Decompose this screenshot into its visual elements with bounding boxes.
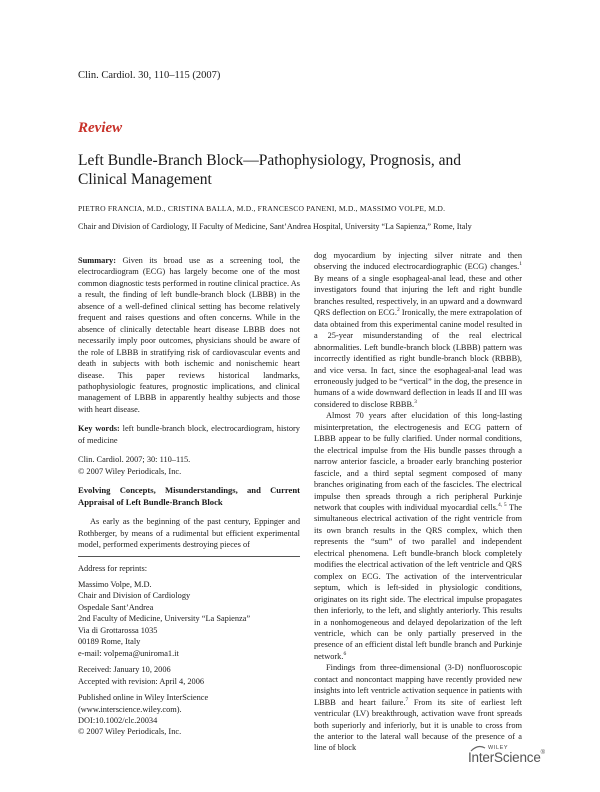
logo-interscience-text (468, 750, 545, 765)
publication-url[interactable]: (www.interscience.wiley.com). (78, 704, 182, 714)
reprint-line: Via di Grottarossa 1035 (78, 625, 158, 635)
affiliation: Chair and Division of Cardiology, II Faculty of Medicine, Sant’Andrea Hospital, University “La Sapienza,” Rome, Italy (78, 222, 472, 231)
body-text: dog myocardium by injecting silver nitrate and then observing the induced electrocardiographic (ECG) changes. (314, 251, 522, 272)
body-text: Ironically, the mere extrapolation of data obtained from this experimental canine model resulted in a 25-year misunderstanding of the real electrical abnormalities. Left bundle-branch block (LBBB) pattern was incorrectly identified as right bundle-branch block (RBBB), and vice versa. In fact, since the esophageal-anal lead was erroneously judged to be “vertical” in the dog, the presence in humans of a wide downward deflection in leads II and III was considered to disclose RBBB. (314, 308, 523, 409)
keywords-text: left bundle-branch block, electrocardiogram, history of medicine (78, 424, 300, 445)
summary (78, 255, 300, 415)
reprint-line: Chair and Division of Cardiology (78, 591, 191, 601)
logo-name: InterScience (468, 750, 541, 765)
body-text: By means of a single esophageal-anal lead, these and other investigators found that injuring the left and right bundle branches resulted, respectively, in an upward and a downward QRS deflection on ECG. (314, 273, 522, 318)
reference-marker: 6 (343, 651, 347, 658)
body-paragraph-2 (314, 410, 522, 662)
body-paragraph-3 (314, 662, 522, 754)
reprints-heading: Address for reprints: (78, 563, 148, 573)
logo-wiley-text: WILEY (488, 745, 509, 751)
reprint-email[interactable]: e-mail: volpema@uniroma1.it (78, 648, 179, 658)
received-date: Received: January 10, 2006 (78, 665, 171, 675)
body-paragraph-1 (314, 250, 522, 410)
reference-marker: 4, 5 (497, 502, 507, 509)
citation-line: Clin. Cardiol. 2007; 30: 110–115. (78, 455, 191, 465)
reference-marker: 3 (414, 399, 417, 406)
reprint-line: 00189 Rome, Italy (78, 637, 141, 647)
citation-copyright: © 2007 Wiley Periodicals, Inc. (78, 466, 182, 476)
reference-marker: 1 (519, 261, 522, 268)
reprint-line: Ospedale Sant’Andrea (78, 602, 154, 612)
author-list: PIETRO FRANCIA, M.D., CRISTINA BALLA, M.D., FRANCESCO PANENI, M.D., MASSIMO VOLPE, M.D. (78, 204, 446, 213)
summary-label: Summary: (78, 256, 117, 265)
summary-text: Given its broad use as a screening tool, the electrocardiogram (ECG) has largely become one of the most common diagnostic tests performed in routine clinical practice. As a result, the finding of left bundle-branch block (LBBB) in the absence of a well-defined clinical setting has become relatively frequent and raises questions and often concerns. While in the absence of clinically detectable heart disease LBBB does not necessarily imply poor outcomes, physicians should be aware of the role of LBBB in stratifying risk of cardiovascular events and death in subjects with both ischemic and nonischemic heart disease. This paper reviews historical landmarks, pathophysiologic features, prognostic implications, and clinical management of LBBB in apparently healthy subjects and those with heart disease. (78, 256, 300, 414)
section-label: Review (78, 120, 123, 136)
wiley-interscience-logo (468, 745, 545, 775)
publication-copyright: © 2007 Wiley Periodicals, Inc. (78, 727, 182, 737)
logo-mark: ® (540, 750, 545, 756)
keywords-label: Key words: (78, 424, 120, 434)
doi: DOI:10.1002/clc.20034 (78, 715, 158, 725)
publication-line: Published online in Wiley InterScience (78, 693, 209, 703)
body-text: Findings from three-dimensional (3-D) nonfluoroscopic contact and noncontact mapping have recently provided new insights into left ventricle activation sequence in patients with LBBB and heart failure. (314, 663, 522, 707)
body-text: From its site of earliest left ventricular (LV) breakthrough, activation wave front spreads both superiorly and inferiorly, but it is unable to cross from the anterior to the lateral wall because of the presence of a line of block (314, 697, 522, 753)
keywords (78, 423, 300, 446)
body-text: Almost 70 years after elucidation of this long-lasting misinterpretation, the electrogenesis and ECG pattern of LBBB appear to be fully clarified. Under normal conditions, the electrical impulse from the His bundle passes through a narrow anterior fascicle, a broader early branching posterior fascicle, and a third septal segment composed of many branches originating from each of the fascicles. The electrical impulse then spreads through a rich peripheral Purkinje network that couples with individual myocardial cells. (314, 411, 522, 512)
subheading: Evolving Concepts, Misunderstandings, and Current Appraisal of Left Bundle-Branch Block (78, 485, 300, 507)
right-column (314, 250, 522, 754)
left-column (78, 255, 300, 738)
journal-citation: Clin. Cardiol. 30, 110–115 (2007) (78, 70, 221, 81)
reference-marker: 7 (405, 696, 409, 703)
accepted-date: Accepted with revision: April 4, 2006 (78, 676, 205, 686)
divider (78, 556, 300, 557)
intro-paragraph: As early as the beginning of the past century, Eppinger and Rothberger, by means of a rudimental but efficient experimental model, performed experiments destroying pieces of (78, 517, 300, 550)
reprint-line: Massimo Volpe, M.D. (78, 579, 152, 589)
reprint-line: 2nd Faculty of Medicine, University “La Sapienza” (78, 614, 251, 624)
reference-marker: 2 (396, 307, 400, 314)
body-text: The simultaneous electrical activation of the right ventricle from its own branch results in the QRS complex, which then represents the “sum” of two parallel and independent electrical phenomena. Left bundle-branch block completely modifies the electrical activation of the left ventricle and QRS complex on ECG. The activation of the interventricular septum, which is left-sided in physiologic conditions, originates on its right side. The electrical impulse propagates then inferiorly, to the left, and slightly anteriorly. This results in a nonhomogeneous and delayed depolarization of the left ventricle, which can be only partially preserved in the presence of an efficient distal left bundle branch and Purkinje network. (314, 502, 523, 661)
reprints-block (78, 563, 300, 738)
article-title: Left Bundle-Branch Block—Pathophysiology, Prognosis, and Clinical Management (78, 152, 462, 188)
